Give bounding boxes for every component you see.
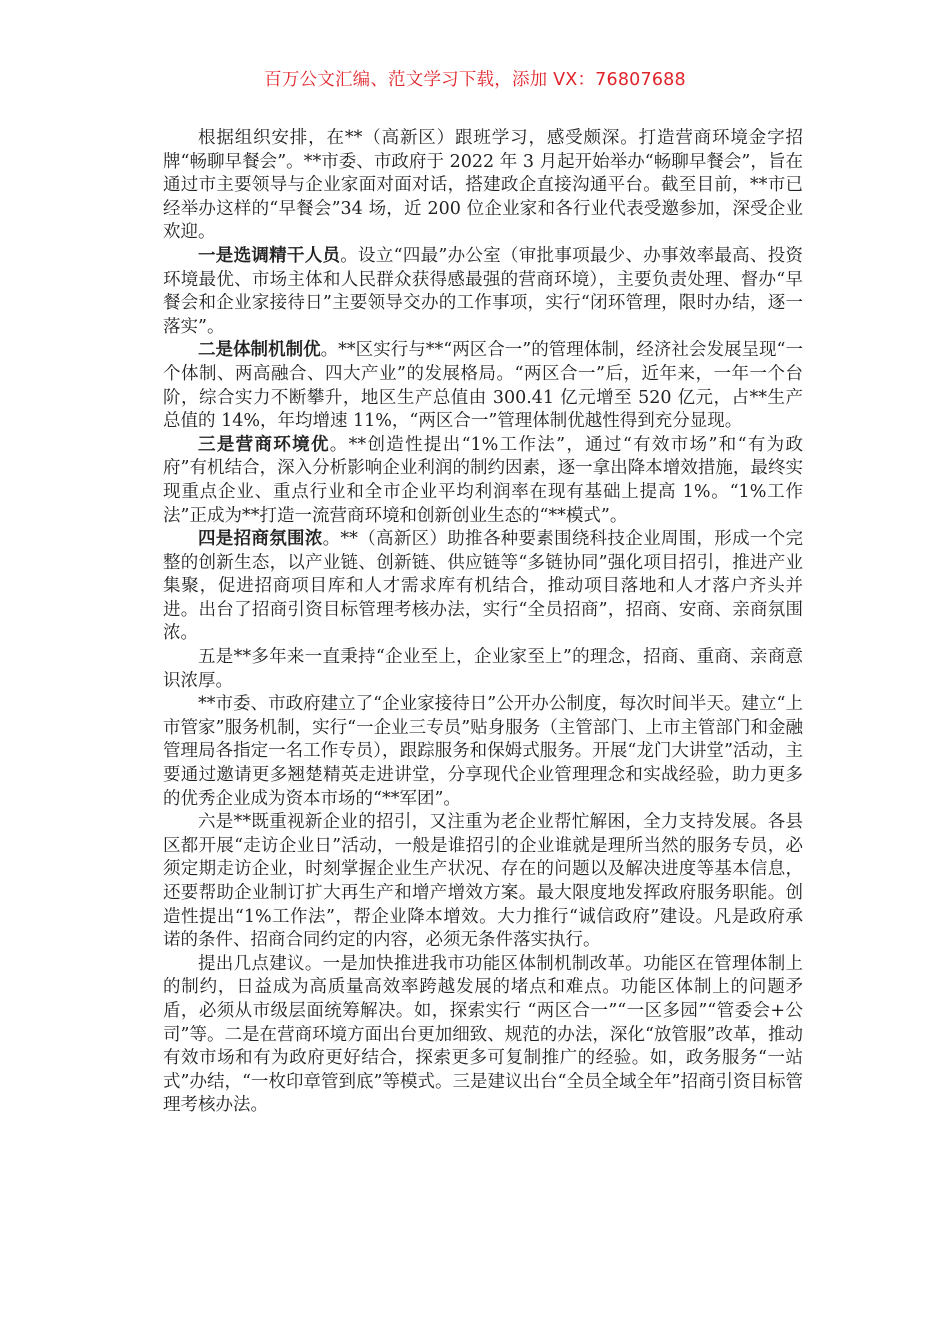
paragraph-text: 。**创造性提出“1%工作法”，通过“有效市场”和“有为政府”有机结合，深入分析影响企业利润的制约因素，逐一拿出降本增效措施，最终实现重点企业、重点行业和全市企业平均利润率在现有基础上提高 1%。“1%工作法”正成为**打造一流营商环境和创新创业生态的“**模式”。 [163,434,803,526]
paragraph-text: **市委、市政府建立了“企业家接待日”公开办公制度，每次时间半天。建立“上市管家”服务机制，实行“一企业三专员”贴身服务（主管部门、上市主管部门和金融管理局各指定一名工作专员），跟踪服务和保姆式服务。开展“龙门大讲堂”活动，主要通过邀请更多翘楚精英走进讲堂，分享现代企业管理理念和实战经验，助力更多的优秀企业成为资本市场的“**军团”。 [163,694,803,809]
paragraph-text: 。**（高新区）助推各种要素围绕科技企业周围，形成一个完整的创新生态，以产业链、创新链、供应链等“多链协同”强化项目招引，推进产业集聚，促进招商项目库和人才需求库有机结合，推动项目落地和人才落户齐头并进。出台了招商引资目标管理考核办法，实行“全员招商”，招商、安商、亲商氛围浓。 [163,529,804,644]
page-header-banner: 百万公文汇编、范文学习下载，添加 VX：76807688 [264,70,686,90]
paragraph-lead: 一是选调精干人员 [198,245,341,266]
paragraph-text: 五是**多年来一直秉持“企业至上，企业家至上”的理念，招商、重商、亲商意识浓厚。 [163,647,803,691]
paragraph-point-1 [163,245,803,339]
paragraph-reception-day [163,693,803,811]
paragraph-point-3 [163,434,803,528]
paragraph-text: 提出几点建议。一是加快推进我市功能区体制机制改革。功能区在管理体制上的制约，日益成为高质量高效率跨越发展的堵点和难点。功能区体制上的问题矛盾，必须从市级层面统筹解决。如，探索实行 “两区合一”“一区多园”“管委会+公司”等。二是在营商环境方面出台更加细致、规范的办法，深化“放管服”改革，推动有效市场和有为政府更好结合，探索更多可复制推广的经验。如，政务服务“一站式”办结，“一枚印章管到底”等模式。三是建议出台“全员全域全年”招商引资目标管理考核办法。 [163,953,803,1116]
document-body [163,127,803,1118]
paragraph-text: 根据组织安排，在**（高新区）跟班学习，感受颇深。打造营商环境金字招牌“畅聊早餐会”。**市委、市政府于 2022 年 3 月起开始举办“畅聊早餐会”，旨在通过市主要领导与企业家面对面对话，搭建政企直接沟通平台。截至目前，**市已经举办这样的“早餐会”34 场，近 200 位企业家和各行业代表受邀参加，深受企业欢迎。 [163,128,803,243]
paragraph-lead: 四是招商氛围浓 [198,529,323,550]
paragraph-lead: 二是体制机制优 [198,340,321,361]
paragraph-text: 。设立“四最”办公室（审批事项最少、办事效率最高、投资环境最优、市场主体和人民群众获得感最强的营商环境），主要负责处理、督办“早餐会和企业家接待日”主要领导交办的工作事项，实行“闭环管理，限时办结，逐一落实”。 [163,245,803,337]
paragraph-text: 。**区实行与**“两区合一”的管理体制，经济社会发展呈现“一个体制、两高融合、四大产业”的发展格局。“两区合一”后，近年来，一年一个台阶，综合实力不断攀升，地区生产总值由 300.41 亿元增至 520 亿元，占**生产总值的 14%，年均增速 11%，“两区合一”管理体制优越性得到充分显现。 [163,340,803,432]
paragraph-text: 六是**既重视新企业的招引，又注重为老企业帮忙解困，全力支持发展。各县区都开展“走访企业日”活动，一般是谁招引的企业谁就是理所当然的服务专员，必须定期走访企业，时刻掌握企业生产状况、存在的问题以及解决进度等基本信息，还要帮助企业制订扩大再生产和增产增效方案。最大限度地发挥政府服务职能。创造性提出“1%工作法”，帮企业降本增效。大力推行“诚信政府”建设。凡是政府承诺的条件、招商合同约定的内容，必须无条件落实执行。 [163,812,803,951]
paragraph-point-6 [163,811,803,953]
paragraph-point-5 [163,646,803,693]
paragraph-intro [163,127,803,245]
paragraph-point-2 [163,339,803,433]
paragraph-point-4 [163,528,803,646]
paragraph-lead: 三是营商环境优 [198,434,330,455]
paragraph-suggestions [163,953,803,1118]
